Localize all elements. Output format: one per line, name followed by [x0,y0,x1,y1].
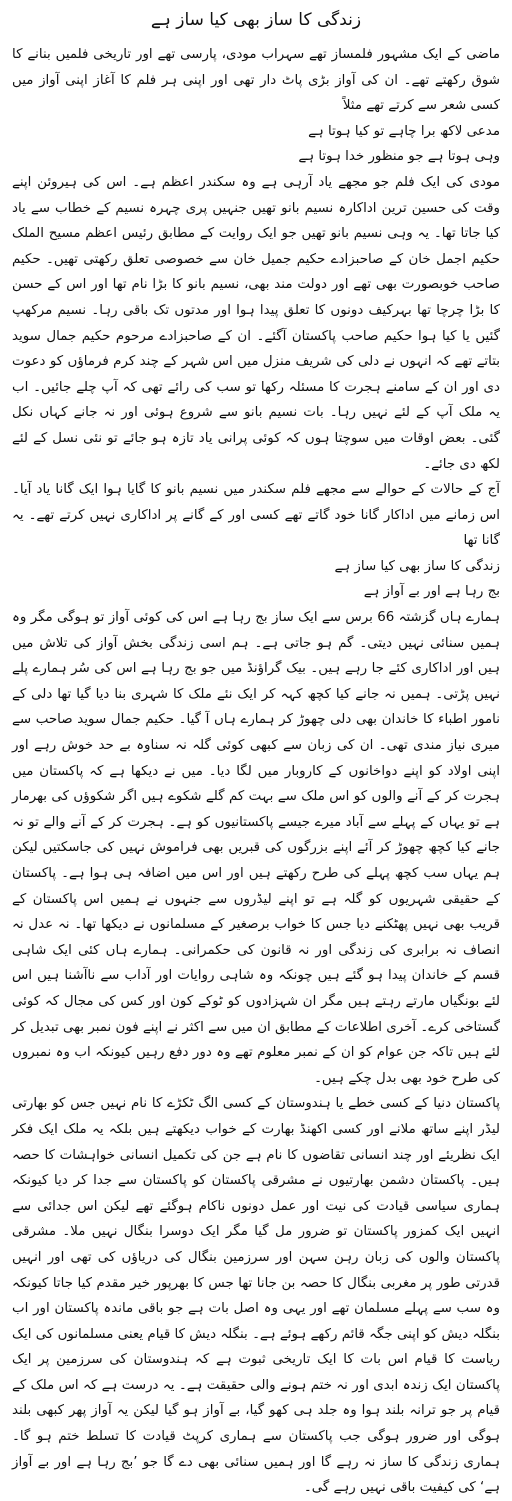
verse-line: زندگی کا ساز بھی کیا ساز ہے [334,558,500,574]
article-paragraph: ہمارے ہاں گزشتہ 66 برس سے ایک ساز بج رہا ہے اس کی کوئی آواز تو ہوگی مگر وہ ہمیں سنائی نہیں دیتی۔ گم ہو جاتی ہے۔ ہم اسی زندگی بخش آواز کی تلاش میں ہیں اور اداکاری کئے جا رہے ہیں۔ بیک گراؤنڈ میں جو بج رہا ہے اس کی سُر ہمارے پلے نہیں پڑتی۔ ہمیں نہ جانے کیا کچھ کہہ کر ایک نئے ملک کا شہری بنا دیا گیا تھا دلی کے نامور اطباء کا خاندان بھی دلی چھوڑ کر ہمارے ہاں آ گیا۔ حکیم جمال سوید صاحب سے میری نیاز مندی تھی۔ ان کی زبان سے کبھی کوئی گلہ نہ سناوہ بے حد خوش رہے اور اپنی اولاد کو اپنے دواخانوں کے کاروبار میں لگا دیا۔ میں نے دیکھا ہے کہ پاکستان میں ہجرت کر کے آنے والوں کو اس ملک سے بہت کم گلے شکوے ہیں اگر شکوؤں کی بھرمار ہے تو یہاں کے پہلے سے آباد میرے جیسے پاکستانیوں کو ہے۔ ہجرت کر کے آنے والے تو نہ جانے کیا کچھ چھوڑ کر آئے اپنے بزرگوں کی قبریں بھی فراموش نہیں کی جاسکتیں لیکن ہم یہاں سب کچھ پہلے کی طرح رکھتے ہیں اور اس میں اضافہ ہی ہوا ہے۔ پاکستان کے حقیقی شہریوں کو گلہ ہے تو اپنے لیڈروں سے جنہوں نے ہمیں اس پاکستان کے قریب بھی نہیں پھٹکنے دیا جس کا خواب برصغیر کے مسلمانوں نے دیکھا تھا۔ نہ عدل نہ انصاف نہ برابری کی زندگی اور نہ قانون کی حکمرانی۔ ہمارے ہاں کئی ایک شاہی قسم کے خاندان پیدا ہو گئے ہیں چونکہ وہ شاہی روایات اور آداب سے ناآشنا ہیں اس لئے بونگیاں مارتے رہتے ہیں مگر ان شہزادوں کو ٹوکے کون اور کس کی مجال کہ کوئی گستاخی کرے۔ آخری اطلاعات کے مطابق ان میں سے اکثر نے اپنے فون نمبر بھی تبدیل کر لئے ہیں تاکہ جن عوام کو ان کے نمبر معلوم تھے وہ دور دفع رہیں کیونکہ اب وہ نمبروں کی طرح خود بھی بدل چکے ہیں۔ [12,610,500,1086]
article-body [12,42,500,1501]
article-paragraph: مودی کی ایک فلم جو مجھے یاد آرہی ہے وہ سکندر اعظم ہے۔ اس کی ہیروئن اپنے وقت کی حسین ترین اداکارہ نسیم بانو تھیں جنہیں پری چہرہ نسیم کے خطاب سے یاد کیا جاتا تھا۔ یہ وہی نسیم بانو تھیں جو ایک روایت کے مطابق رئیس اعظم مسیح الملک حکیم اجمل خان کے صاحبزادے حکیم جمیل خان سے خصوصی تعلق رکھتی تھیں۔ حکیم صاحب خوبصورت بھی تھے اور دولت مند بھی، نسیم بانو کا بڑا نام تھا اور اس کے حسن کا بڑا چرچا تھا بہرکیف دونوں کا تعلق پیدا ہوا اور مدتوں تک باقی رہا۔ نسیم مرکھپ گئیں یا کیا ہوا حکیم صاحب پاکستان آگئے۔ ان کے صاحبزادے مرحوم حکیم جمال سوید بتاتے تھے کہ انہوں نے دلی کی شریف منزل میں اس شہر کے چند کرم فرماؤں کو دعوت دی اور ان کے سامنے ہجرت کا مسئلہ رکھا تو سب کی رائے تھی کہ آپ چلے جائیں۔ اب یہ ملک آپ کے لئے نہیں رہا۔ بات نسیم بانو سے شروع ہوئی اور نہ جانے کہاں نکل گئی۔ بعض اوقات میں سوچتا ہوں کہ کوئی پرانی یاد تازہ ہو جائے تو نئی نسل کے لئے لکھ دی جائے۔ [12,174,500,472]
verse-line: وہی ہوتا ہے جو منظور خدا ہوتا ہے [298,149,500,165]
article-paragraph: پاکستان دنیا کے کسی خطے یا ہندوستان کے کسی الگ ٹکڑے کا نام نہیں جس کو بھارتی لیڈر اپنے ساتھ ملانے اور کسی اکھنڈ بھارت کے خواب دیکھتے ہیں بلکہ یہ ملک ایک فکر ایک نظریئے اور چند انسانی تقاضوں کا نام ہے جن کی تکمیل انسانی خواہشات کا حصہ ہیں۔ پاکستان دشمن بھارتیوں نے مشرقی پاکستان کو پاکستان سے جدا کر دیا کیونکہ ہماری سیاسی قیادت کی نیت اور عمل دونوں ناکام ہوگئے تھے لیکن اس جدائی سے انہیں ایک کمزور پاکستان تو ضرور مل گیا مگر ایک دوسرا بنگال نہیں ملا۔ مشرقی پاکستان والوں کی زبان رہن سہن اور سرزمین بنگال کی دریاؤں کی تھی اور انہیں قدرتی طور پر مغربی بنگال کا حصہ بن جانا تھا جس کا بھرپور خیر مقدم کیا جاتا کیونکہ وہ سب سے پہلے مسلمان تھے اور یہی وہ اصل بات ہے جو باقی ماندہ پاکستان اور اب بنگلہ دیش کو اپنی جگہ قائم رکھے ہوئے ہے۔ بنگلہ دیش کا قیام یعنی مسلمانوں کی ایک ریاست کا قیام اس بات کا ایک تاریخی ثبوت ہے کہ ہندوستان کی سرزمین پر ایک پاکستان ایک زندہ ابدی اور نہ ختم ہونے والی حقیقت ہے۔ یہ درست ہے کہ اس ملک کے قیام پر جو ترانہ بلند ہوا وہ جلد ہی کھو گیا، بے آواز ہو گیا لیکن یہ آواز پھر کبھی بلند ہوگی اور ضرور ہوگی جب پاکستان سے ہماری کرپٹ قیادت کا تسلط ختم ہو گا۔ ہماری زندگی کا ساز نہ رہے گا اور ہمیں سنائی بھی دے گا جو ’بج رہا ہے اور بے آواز ہے‘ کی کیفیت باقی نہیں رہے گی۔ [12,1096,500,1496]
verse-line: بج رہا ہے اور بے آواز ہے [363,584,500,600]
article-paragraph: آج کے حالات کے حوالے سے مجھے فلم سکندر میں نسیم بانو کا گایا ہوا ایک گانا یاد آیا۔ اس زمانے میں اداکار گانا خود گاتے تھے کسی اور کے گانے پر اداکاری نہیں کرتے تھے۔ یہ گانا تھا [12,482,500,549]
article-paragraph: ماضی کے ایک مشہور فلمساز تھے سہراب مودی، پارسی تھے اور تاریخی فلمیں بنانے کا شوق رکھتے تھے۔ ان کی آواز بڑی پاٹ دار تھی اور اپنی ہر فلم کا آغاز اپنی آواز میں کسی شعر سے کرتے تھے مثلاً [12,47,500,114]
article-title: زندگی کا ساز بھی کیا ساز ہے [150,10,362,30]
verse-line: مدعی لاکھ برا چاہے تو کیا ہوتا ہے [308,123,500,139]
